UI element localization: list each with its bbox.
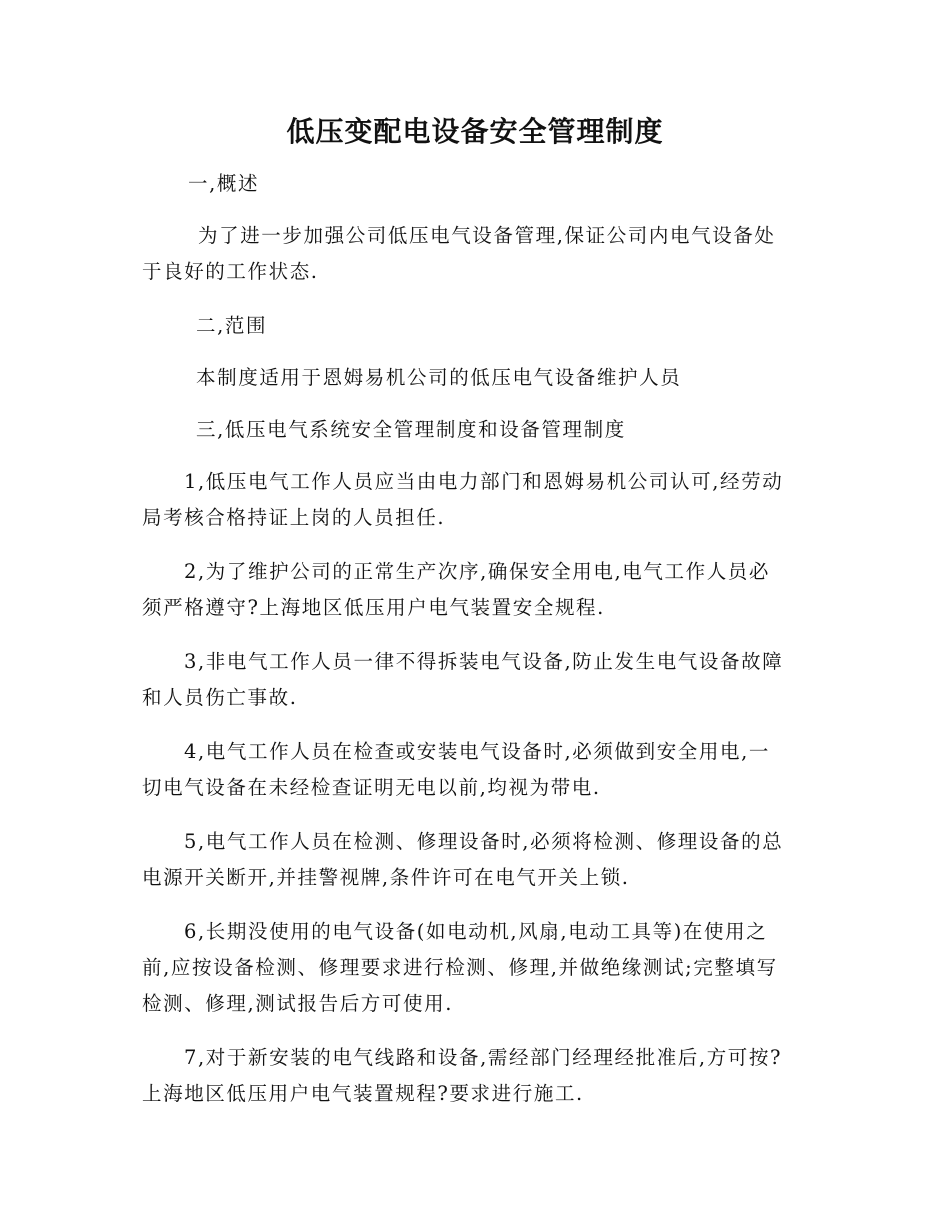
paragraph-line: 和人员伤亡事故. (142, 686, 298, 709)
paragraph-line: 4,电气工作人员在检查或安装电气设备时,必须做到安全用电,一 (184, 740, 771, 763)
paragraph-line: 2,为了维护公司的正常生产次序,确保安全用电,电气工作人员必 (184, 560, 771, 583)
rule-item-6 (142, 914, 812, 1022)
paragraph-line: 二,范围 (196, 314, 268, 337)
paragraph-line: 6,长期没使用的电气设备(如电动机,风扇,电动工具等)在使用之 (184, 920, 768, 943)
document-title: 低压变配电设备安全管理制度 (286, 115, 664, 148)
paragraph-line: 上海地区低压用户电气装置规程?要求进行施工. (142, 1082, 584, 1105)
paragraph-purpose (142, 218, 812, 290)
paragraph-line: 切电气设备在未经检查证明无电以前,均视为带电. (142, 776, 601, 799)
rule-item-3 (142, 644, 812, 716)
rule-item-2 (142, 554, 812, 626)
paragraph-line: 7,对于新安装的电气线路和设备,需经部门经理经批准后,方可按? (184, 1046, 783, 1069)
section-heading-rules (196, 412, 866, 448)
paragraph-line: 为了进一步加强公司低压电气设备管理,保证公司内电气设备处 (198, 224, 776, 247)
paragraph-scope (196, 360, 866, 396)
paragraph-line: 检测、修理,测试报告后方可使用. (142, 992, 453, 1015)
paragraph-line: 须严格遵守?上海地区低压用户电气装置安全规程. (142, 596, 605, 619)
paragraph-line: 本制度适用于恩姆易机公司的低压电气设备维护人员 (196, 366, 682, 389)
paragraph-line: 于良好的工作状态. (142, 260, 319, 283)
paragraph-line: 电源开关断开,并挂警视牌,条件许可在电气开关上锁. (142, 866, 630, 889)
section-heading-scope (196, 308, 866, 344)
paragraph-line: 一,概述 (188, 172, 260, 195)
paragraph-line: 1,低压电气工作人员应当由电力部门和恩姆易机公司认可,经劳动 (184, 470, 784, 493)
paragraph-line: 局考核合格持证上岗的人员担任. (142, 506, 446, 529)
section-heading-overview (188, 166, 858, 202)
rule-item-1 (142, 464, 812, 536)
rule-item-7 (142, 1040, 812, 1112)
paragraph-line: 前,应按设备检测、修理要求进行检测、修理,并做绝缘测试;完整填写 (142, 956, 778, 979)
paragraph-line: 三,低压电气系统安全管理制度和设备管理制度 (196, 418, 626, 441)
rule-item-5 (142, 824, 812, 896)
paragraph-line: 3,非电气工作人员一律不得拆装电气设备,防止发生电气设备故障 (184, 650, 784, 673)
paragraph-line: 5,电气工作人员在检测、修理设备时,必须将检测、修理设备的总 (184, 830, 784, 853)
rule-item-4 (142, 734, 812, 806)
